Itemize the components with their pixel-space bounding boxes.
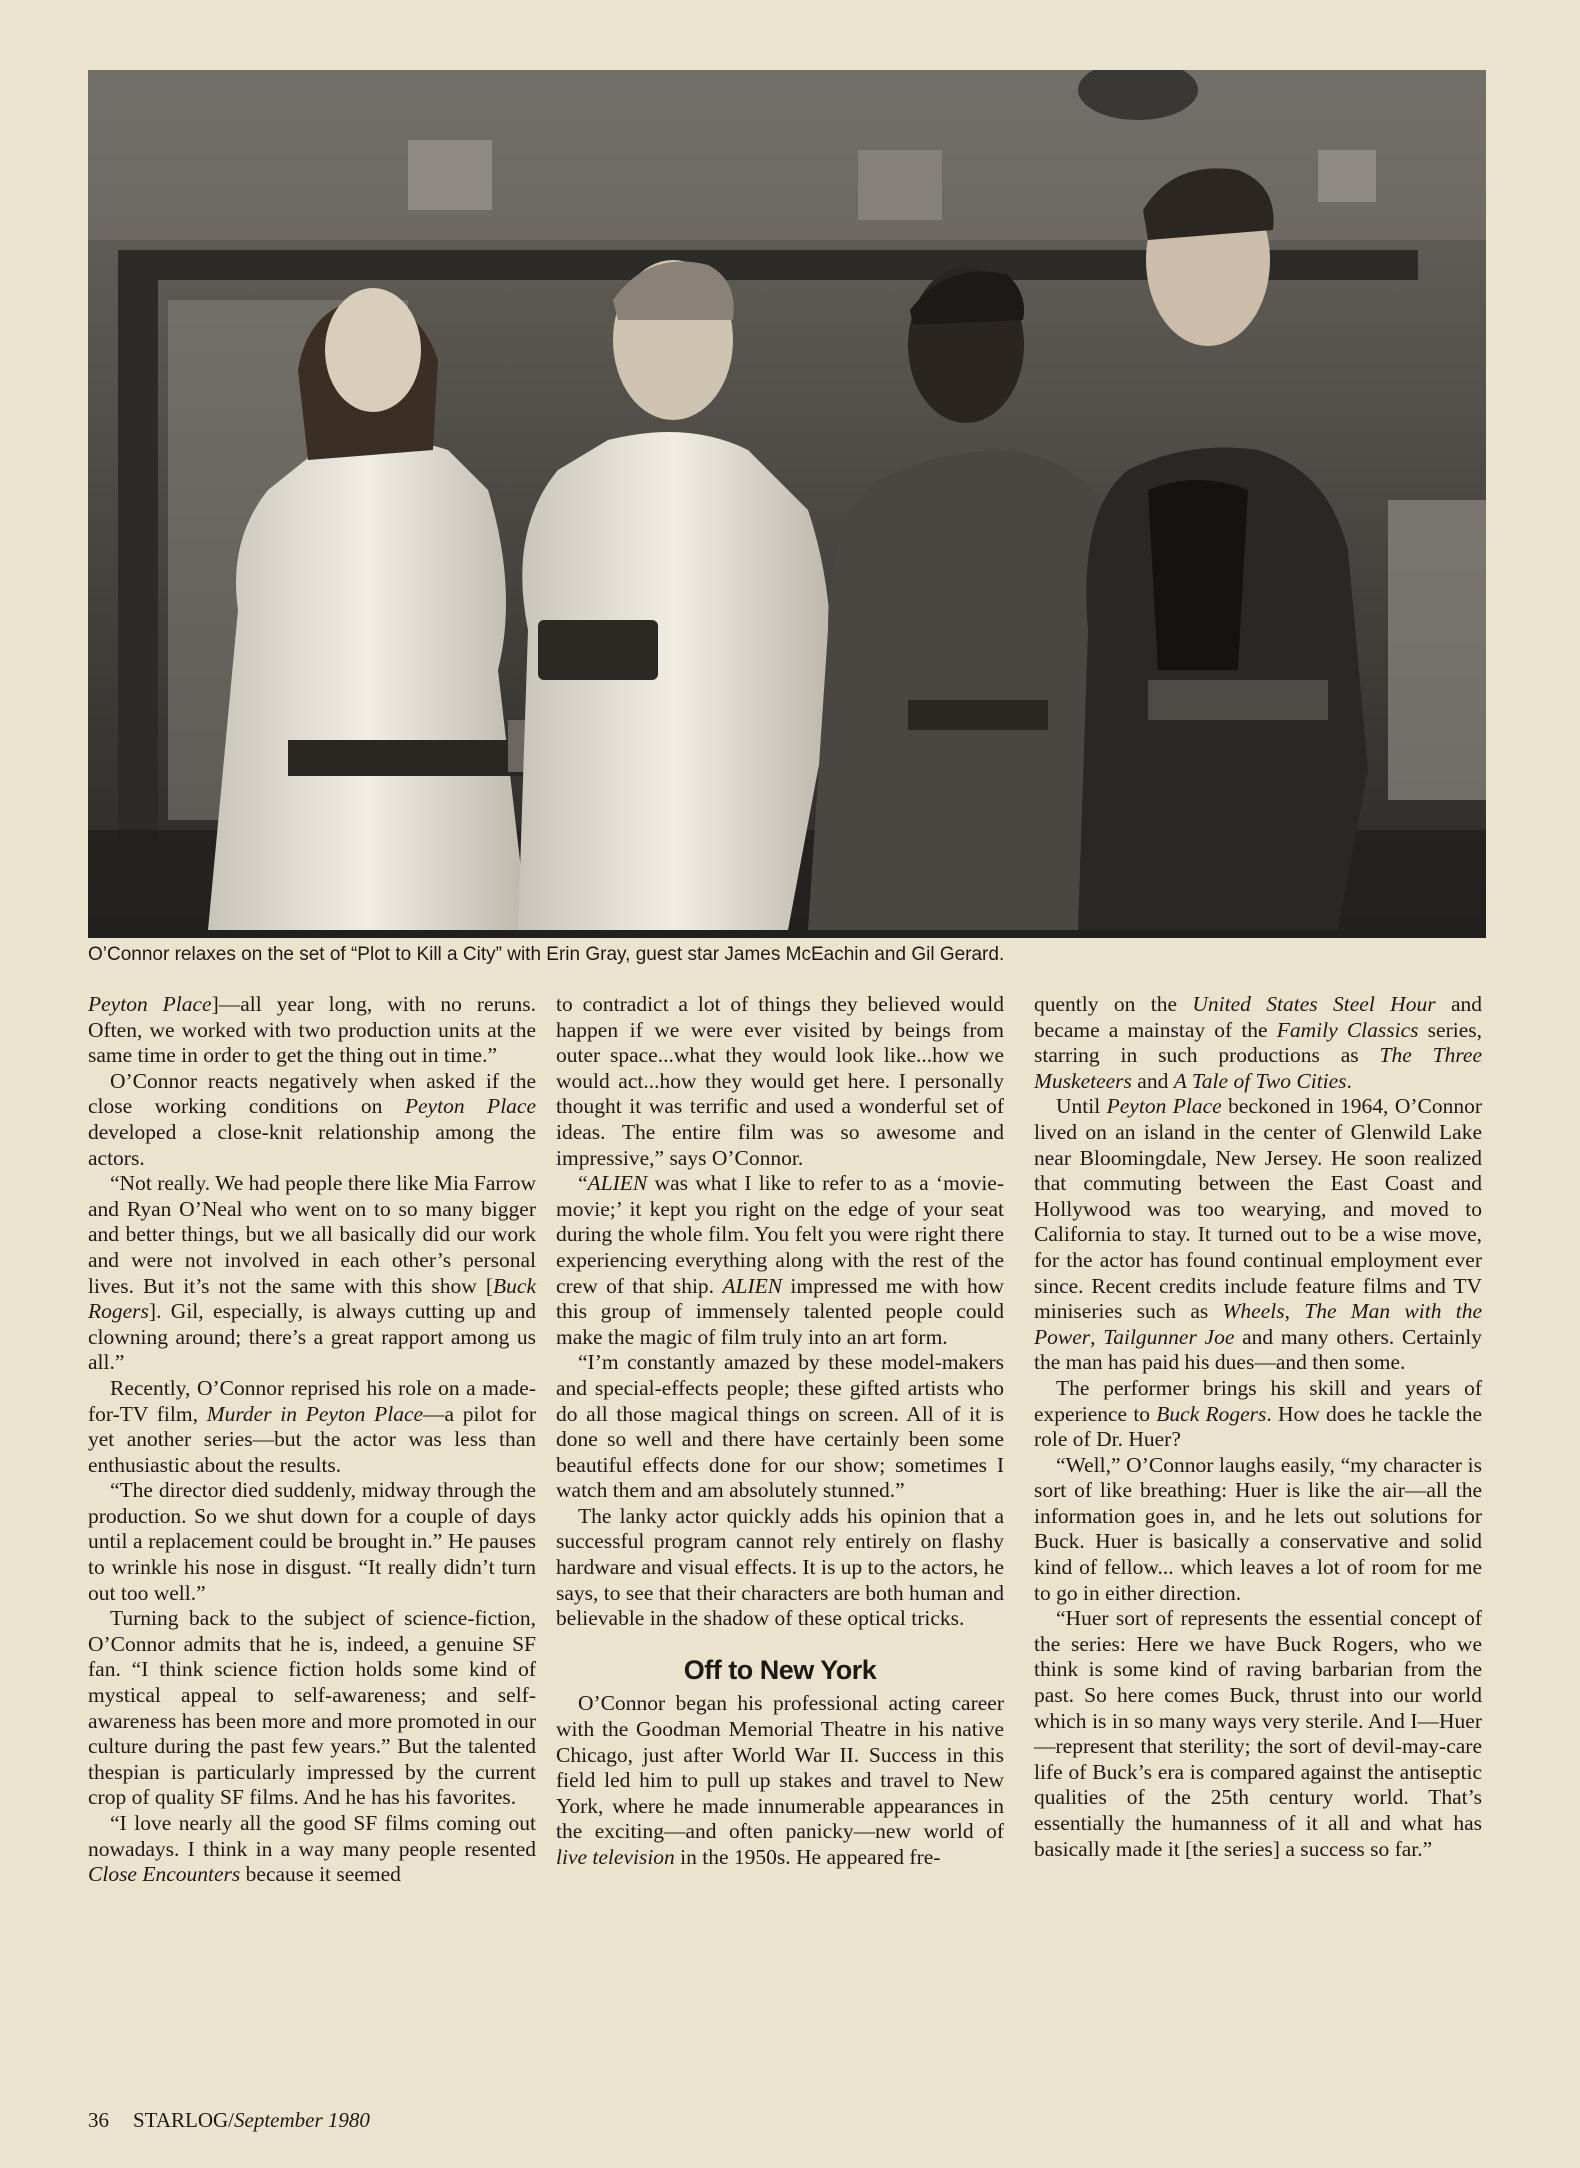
article-paragraph: The lanky actor quickly adds his opinion that a successful program cannot rely entirely on flashy hardware and visual effects. It is up to the actors, he says, to see that their characters are both human and believable in the shadow of these optical tricks. bbox=[556, 1503, 1004, 1631]
article-column-1 bbox=[88, 992, 536, 1888]
article-paragraph: Until Peyton Place beckoned in 1964, O’Connor lived on an island in the center of Glenwild Lake near Bloomingdale, New Jersey. He soon realized that commuting between the East Coast and Hollywood was too wearying, and moved to California to stay. It turned out to be a wise move, for the actor has found continual employment ever since. Recent credits include feature films and TV miniseries such as Wheels, The Man with the Power, Tailgunner Joe and many others. Certainly the man has paid his dues—and then some. bbox=[1034, 1094, 1483, 1375]
article-paragraph: Peyton Place]—all year long, with no reruns. Often, we worked with two production units at the same time in order to get the thing out in time.” bbox=[88, 992, 536, 1068]
article-paragraph: “ALIEN was what I like to refer to as a ‘movie-movie;’ it kept you right on the edge of your seat during the whole film. You felt you were right there experiencing everything along with the rest of the crew of that ship. ALIEN impressed me with how this group of immensely talented people could make the magic of film truly into an art form. bbox=[556, 1171, 1004, 1349]
article-paragraph: O’Connor began his professional acting career with the Goodman Memorial Theatre in his native Chicago, just after World War II. Success in this field led him to pull up stakes and travel to New York, where he made innumerable appearances in the exciting—and often panicky—new world of live television in the 1950s. He appeared fre- bbox=[556, 1691, 1004, 1869]
article-paragraph: “I love nearly all the good SF films coming out nowadays. I think in a way many people resented Close Encounters because it seemed bbox=[88, 1811, 536, 1887]
article-paragraph: The performer brings his skill and years of experience to Buck Rogers. How does he tackle the role of Dr. Huer? bbox=[1034, 1375, 1482, 1452]
article-paragraph: Turning back to the subject of science-fiction, O’Connor admits that he is, indeed, a genuine SF fan. “I think science fiction holds some kind of mystical appeal to self-awareness; and self-awareness has been more and more promoted in our culture during the past few years.” But the talented thespian is particularly impressed by the current crop of quality SF films. And he has his favorites. bbox=[88, 1606, 536, 1810]
page-footer bbox=[88, 2108, 370, 2133]
article-column-3 bbox=[1034, 992, 1482, 1862]
article-paragraph: “I’m constantly amazed by these model-makers and special-effects people; these gifted artists who do all those magical things on screen. All of it is done so well and there have certainly been some beautiful effects done for our show; sometimes I watch them and am absolutely stunned.” bbox=[556, 1350, 1004, 1503]
article-paragraph: “The director died suddenly, midway through the production. So we shut down for a couple of days until a replacement could be brought in.” He pauses to wrinkle his nose in disgust. “It really didn’t turn out too well.” bbox=[88, 1478, 536, 1605]
column-2-section-paragraphs bbox=[556, 1691, 1004, 1870]
page-number: 36 bbox=[88, 2108, 109, 2132]
article-paragraph: quently on the United States Steel Hour and became a mainstay of the Family Classics series, starring in such productions as The Three Musketeers and A Tale of Two Cities. bbox=[1034, 992, 1482, 1093]
article-column-2 bbox=[556, 992, 1004, 1871]
section-subhead: Off to New York bbox=[683, 1654, 877, 1685]
article-paragraph: Recently, O’Connor reprised his role on a made-for-TV film, Murder in Peyton Place—a pilot for yet another series—but the actor was less than enthusiastic about the results. bbox=[88, 1375, 536, 1477]
article-paragraph: “Not really. We had people there like Mia Farrow and Ryan O’Neal who went on to so many bigger and better things, but we all basically did our work and were not involved in each other’s personal lives. But it’s not the same with this show [Buck Rogers]. Gil, especially, is always cutting up and clowning around; there’s a great rapport among us all.” bbox=[88, 1171, 536, 1375]
column-2-paragraphs bbox=[556, 992, 1004, 1632]
photo-caption: O’Connor relaxes on the set of “Plot to Kill a City” with Erin Gray, guest star James McEachin and Gil Gerard. bbox=[88, 944, 1005, 965]
article-paragraph: to contradict a lot of things they believed would happen if we were ever visited by beings from outer space...what they would look like...how we would act...how they would get here. I personally thought it was terrific and used a wonderful set of ideas. The entire film was so awesome and impressive,” says O’Connor. bbox=[556, 992, 1004, 1170]
magazine-name: STARLOG/ bbox=[133, 2108, 234, 2132]
article-paragraph: “Well,” O’Connor laughs easily, “my character is sort of like breathing: Huer is like the air—all the information goes in, and he lets out solutions for Buck. Huer is basically a conservative and solid kind of fellow... which leaves a lot of room for me to go in either direction. bbox=[1034, 1452, 1482, 1605]
article-photo bbox=[88, 70, 1486, 938]
issue-date: September 1980 bbox=[234, 2108, 370, 2132]
photo-illustration bbox=[88, 70, 1486, 938]
article-paragraph: “Huer sort of represents the essential concept of the series: Here we have Buck Rogers, who we think is some kind of raving barbarian from the past. So here comes Buck, thrust into our world which is in so many ways very sterile. And I—Huer—represent that sterility; the sort of devil-may-care life of Buck’s era is compared against the antiseptic qualities of the 25th century world. That’s essentially the humanness of it all and what has basically made it [the series] a success so far.” bbox=[1034, 1606, 1482, 1861]
article-paragraph: O’Connor reacts negatively when asked if the close working conditions on Peyton Place developed a close-knit relationship among the actors. bbox=[88, 1068, 536, 1170]
